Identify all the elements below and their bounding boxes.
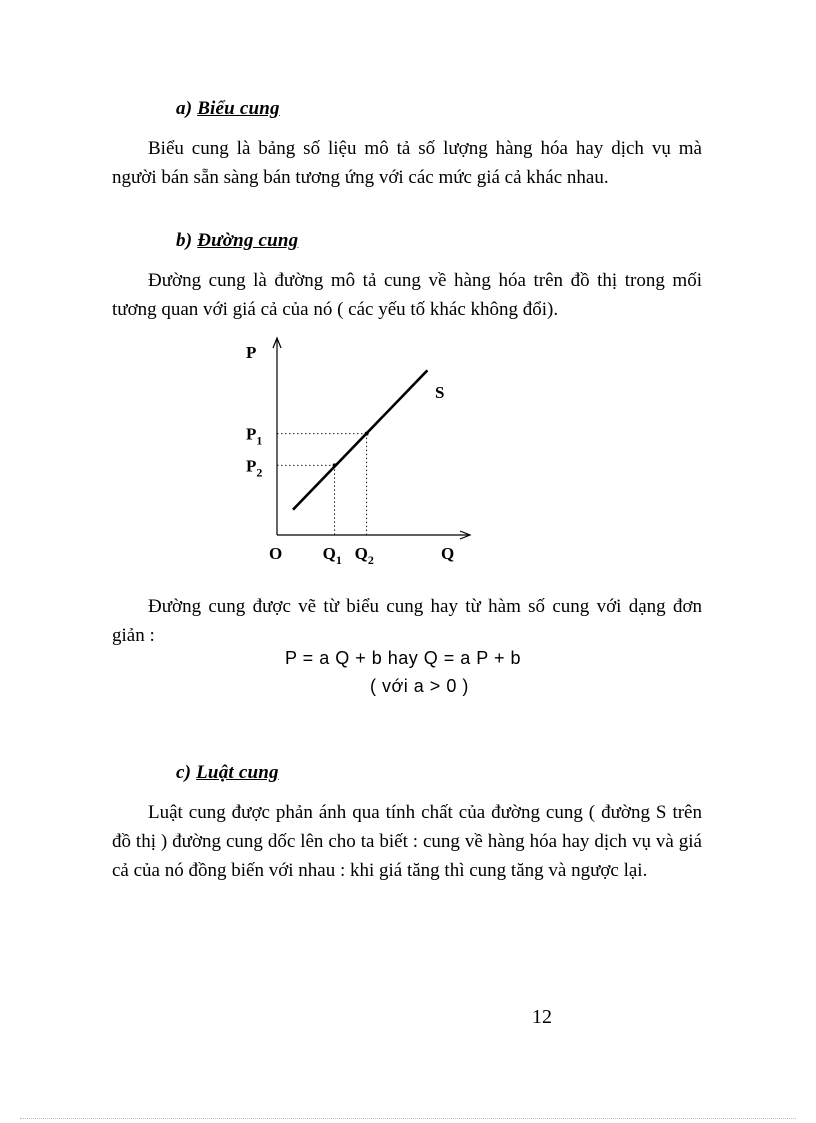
label-s-main: S: [435, 383, 445, 402]
label-p-axis: [246, 343, 256, 362]
page-bottom-rule: [20, 1118, 796, 1119]
heading-title: Biểu cung: [197, 98, 280, 119]
paragraph-duong-cung: [112, 266, 702, 324]
curve-point-1: [333, 463, 337, 467]
heading-label: b): [176, 230, 193, 251]
label-origin: [269, 544, 282, 563]
label-q-axis: [441, 544, 454, 563]
label-s: [435, 383, 444, 402]
label-q1-main: Q: [322, 544, 336, 563]
heading-title: Đường cung: [197, 230, 299, 251]
heading-duong-cung: [176, 230, 298, 252]
label-p1-main: P: [246, 424, 257, 444]
label-p2-main: P: [246, 456, 257, 476]
page-number: 12: [532, 1006, 552, 1028]
label-q2: [355, 544, 374, 567]
paragraph-text: Đường cung được vẽ từ biểu cung hay từ hàm số cung với dạng đơn giản :: [112, 596, 702, 646]
paragraph-text: Biểu cung là bảng số liệu mô tả số lượng hàng hóa hay dịch vụ mà người bán sẵn sàng bán tương ứng với các mức giá cả khác nhau.: [112, 138, 702, 188]
label-q2-main: Q: [354, 544, 368, 563]
chart-series: [293, 370, 427, 509]
label-p2: [246, 456, 262, 479]
label-p1-sub: 1: [256, 433, 263, 448]
heading-luat-cung: [176, 762, 279, 784]
label-p1: [246, 425, 262, 448]
heading-label: a): [176, 98, 193, 119]
curve-point-2: [365, 432, 369, 436]
supply-line-s: [293, 370, 427, 509]
label-origin-main: O: [269, 544, 283, 563]
formula-condition: ( với a > 0 ): [370, 676, 469, 696]
paragraph-text: Đường cung là đường mô tả cung về hàng hóa trên đồ thị trong mối tương quan với giá cả của nó ( các yếu tố khác không đổi).: [112, 270, 702, 320]
label-q-axis-main: Q: [441, 544, 455, 563]
label-p2-sub: 2: [256, 465, 263, 480]
formula-supply-function: P = a Q + b hay Q = a P + b: [285, 648, 521, 668]
paragraph-ham-so-cung: [112, 592, 702, 650]
paragraph-bieu-cung: [112, 134, 702, 192]
heading-bieu-cung: [176, 98, 280, 120]
paragraph-luat-cung: [112, 798, 702, 885]
chart-axes: [273, 338, 470, 539]
label-q1-sub: 1: [335, 553, 342, 567]
paragraph-text: Luật cung được phản ánh qua tính chất của đường cung ( đường S trên đồ thị ) đường cung dốc lên cho ta biết : cung về hàng hóa hay dịch vụ và giá cả của nó đồng biến với nhau : khi giá tăng thì cung tăng và ngược lại.: [112, 802, 702, 881]
label-q1: [323, 544, 342, 567]
label-p-axis-main: P: [246, 343, 257, 362]
label-q2-sub: 2: [367, 553, 374, 567]
heading-title: Luật cung: [196, 762, 279, 783]
supply-curve-chart: [230, 330, 490, 570]
heading-label: c): [176, 762, 192, 783]
